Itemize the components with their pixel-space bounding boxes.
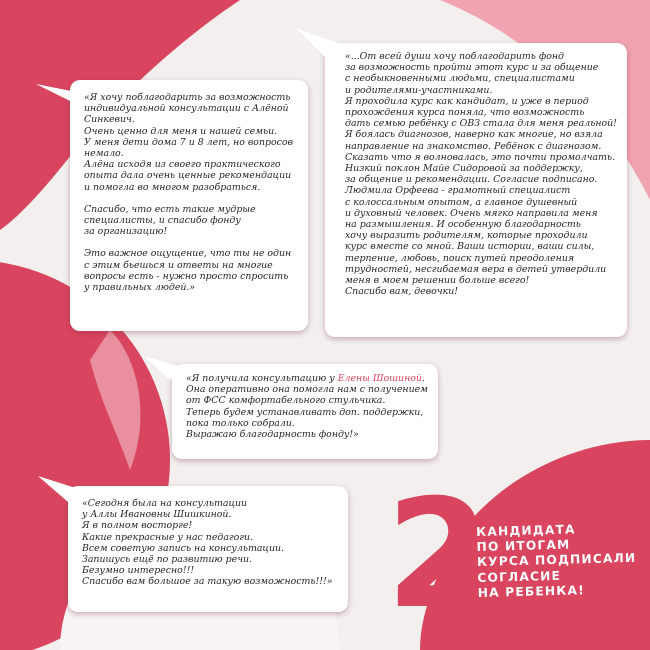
review-bubble-2 [325, 43, 627, 337]
bubble-tail [144, 356, 184, 380]
review-4-text: «Сегодня была на консультации у Аллы Ивановны Шишкиной. Я в полном восторге! Какие прекрасные у нас педагоги. Всем советую запись на консультации. Запишусь ещё по развитию речи. Безумно интересно!!! Спасибо вам большое за такую возможность!!!» [82, 498, 333, 588]
review-3-lead: «Я получила консультацию у [186, 373, 338, 384]
review-3-rest: . Она оперативно она помогла нам с получением от ФСС комфортабельного стульчика. Теперь будем устанавливать доп. поддержки, пока только собрали. Выражаю благодарность фонду!» [186, 373, 428, 441]
review-bubble-3 [172, 364, 438, 459]
review-1-paragraph-3: Это важное ощущение, что ты не один с этим бьешься и ответы на многие вопросы есть - нужно просто спросить у правильных людей.» [84, 248, 292, 294]
review-1-paragraph-2: Спасибо, что есть такие мудрые специалисты, и спасибо фонду за организацию! [84, 203, 256, 238]
stat-number: 2 [386, 468, 491, 642]
review-bubble-1 [70, 80, 308, 331]
review-1-paragraph-1: «Я хочу поблагодарить за возможность индивидуальной консультации с Алёной Синкевич. Очень ценно для меня и нашей семьи. У меня дети дома 7 и 8 лет, но вопросов немало. Алёна исходя из своего практического опыта дала очень ценные рекомендации и помогла во многом разобраться. [84, 92, 293, 193]
bubble-tail [36, 80, 86, 104]
bubble-tail [38, 476, 82, 502]
review-3-text [186, 373, 432, 440]
review-bubble-4 [68, 486, 348, 612]
stat-caption: КАНДИДАТА ПО ИТОГАМ КУРСА ПОДПИСАЛИ СОГЛАСИЕ НА РЕБЕНКА! [476, 522, 637, 600]
review-2-text: «...От всей души хочу поблагодарить фонд за возможность пройти этот курс и за общение с необыкновенными людьми, специалистами и родителями-участниками. Я проходила курс как кандидат, и уже в период прохождения курса поняла, что возможность дать семью ребёнку с ОВЗ стала для меня реальной! Я боялась диагнозов, наверно как многие, но взяла направление на знакомство. Ребёнок с диагнозом. Сказать что я волновалась, это почти промолчать. Низкий поклон Майе Сидоровой за поддержку, за общение и рекомендации. Согласие подписано. Людмила Орфеева - грамотный специалист с колоссальным опытом, а главное душевный и духовный человек. Очень мягко направила меня на размышления. И особенную благодарность хочу выразить родителям, которые проходили курс вместе со мной. Ваши истории, ваши силы, терпение, любовь, поиск путей преодоления трудностей, несгибаемая вера в детей утвердили меня в моем решении больше всего! Спасибо вам, девочки! [345, 51, 617, 298]
consultant-name-highlight: Елены Шошиной [337, 373, 422, 384]
bubble-tail [297, 29, 347, 59]
